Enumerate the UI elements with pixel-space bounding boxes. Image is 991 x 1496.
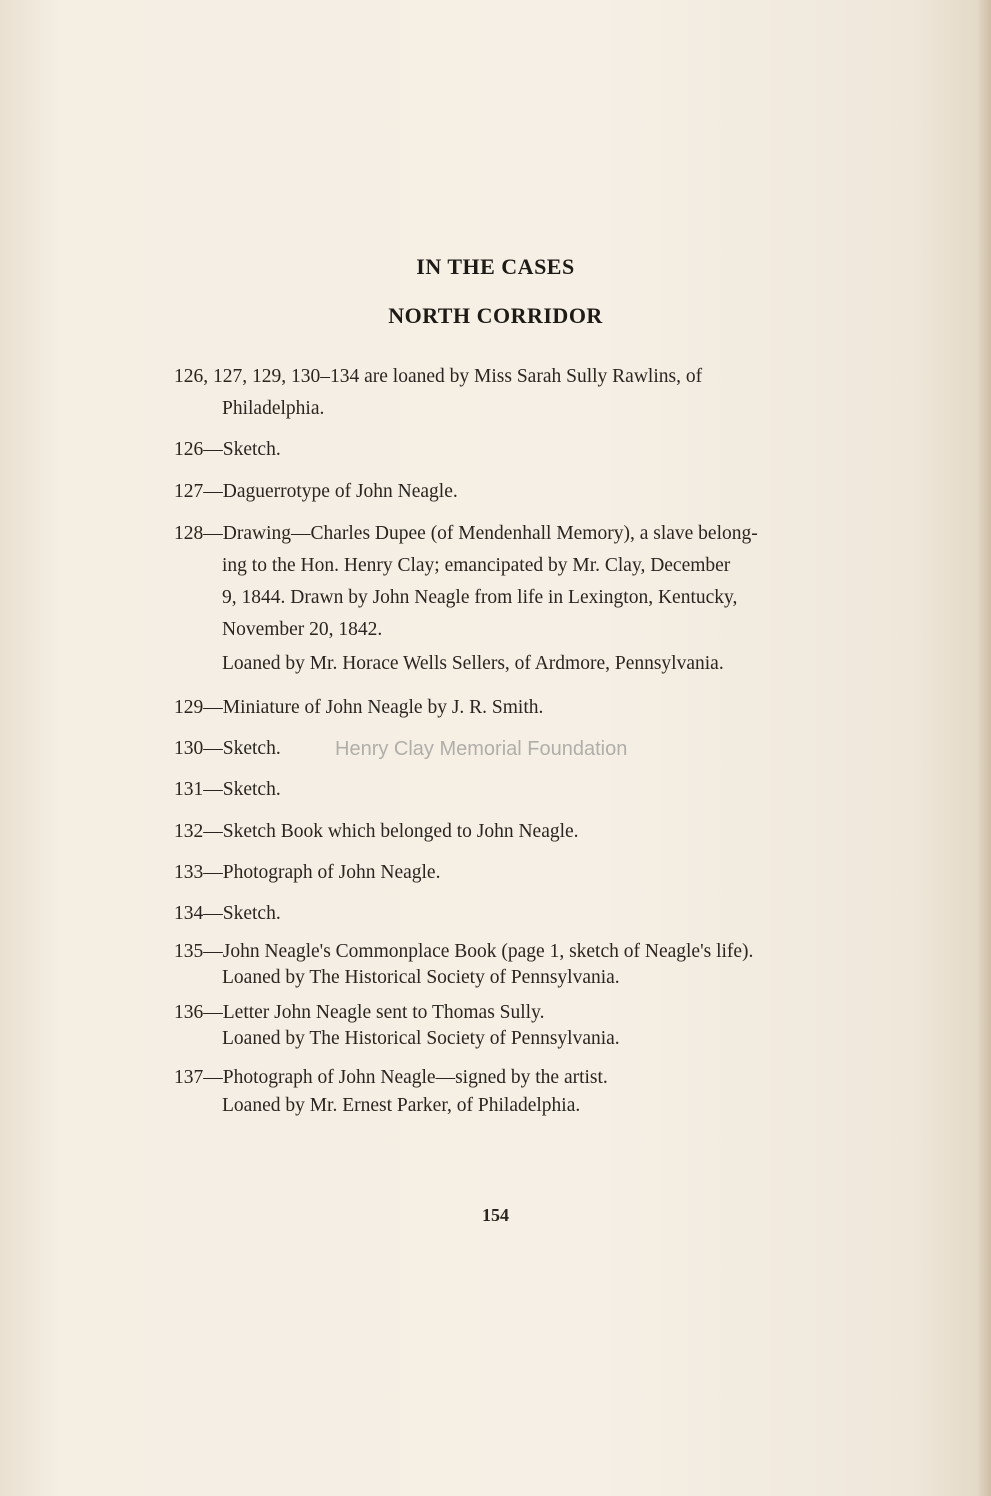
entry-line: November 20, 1842. [222,619,383,640]
entry-line: 127—Daguerrotype of John Neagle. [174,481,458,502]
entry-line: 130—Sketch. [174,738,281,759]
list-item [174,476,846,508]
entry-line: ing to the Hon. Henry Clay; emancipated by Mr. Clay, December [222,555,731,576]
entry-line: Philadelphia. [222,398,325,419]
list-item [174,1065,846,1119]
page-edge-shadow [977,0,991,1496]
list-item [174,692,846,724]
list-item [174,816,846,848]
entry-line: 136—Letter John Neagle sent to Thomas Sully. [174,1002,545,1023]
entry-line: 135—John Neagle's Commonplace Book (page 1, sketch of Neagle's life). [174,941,754,962]
entry-line: 134—Sketch. [174,903,281,924]
entry-line: 9, 1844. Drawn by John Neagle from life in Lexington, Kentucky, [222,587,738,608]
list-item [174,898,846,930]
entry-line: Loaned by Mr. Horace Wells Sellers, of Ardmore, Pennsylvania. [222,653,724,674]
watermark-text: Henry Clay Memorial Foundation [335,738,628,760]
entry-line: 128—Drawing—Charles Dupee (of Mendenhall Memory), a slave belong- [174,523,758,544]
entry-line: 133—Photograph of John Neagle. [174,862,441,883]
entry-line: Loaned by The Historical Society of Pennsylvania. [222,967,620,988]
list-item [174,939,846,991]
entry-line: 137—Photograph of John Neagle—signed by the artist. [174,1067,608,1088]
list-item [174,434,846,466]
list-item [174,857,846,889]
section-title: IN THE CASES [416,254,575,279]
list-item [174,774,846,806]
page-number: 154 [482,1205,509,1225]
entry-line: 129—Miniature of John Neagle by J. R. Smith. [174,697,544,718]
entry-line: Loaned by The Historical Society of Pennsylvania. [222,1028,620,1049]
list-item [174,361,846,425]
list-item [174,1000,846,1052]
list-item [174,518,846,680]
section-subtitle: NORTH CORRIDOR [388,303,603,328]
entry-line: Loaned by Mr. Ernest Parker, of Philadelphia. [222,1095,581,1116]
entry-line: 132—Sketch Book which belonged to John Neagle. [174,821,579,842]
entry-line: 126, 127, 129, 130–134 are loaned by Miss Sarah Sully Rawlins, of [174,366,703,387]
entry-line: 126—Sketch. [174,439,281,460]
entry-line: 131—Sketch. [174,779,281,800]
